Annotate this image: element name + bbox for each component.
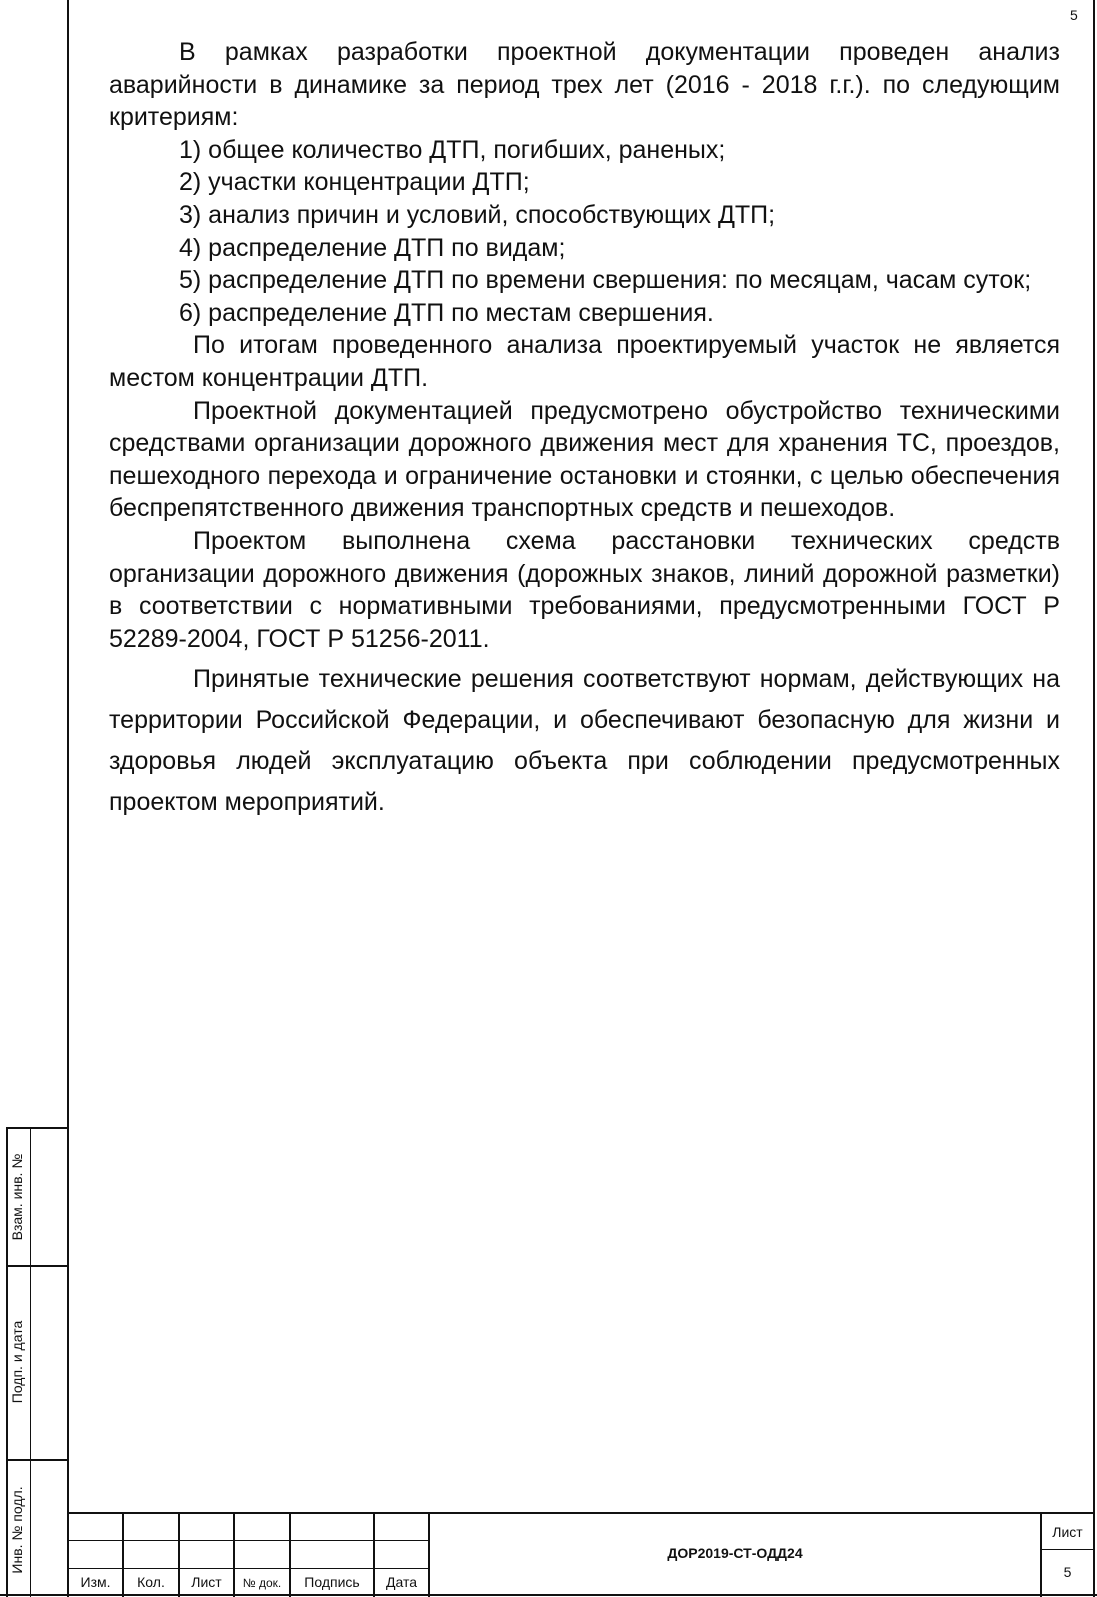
stamp-divider-2 — [6, 1459, 68, 1461]
frame-right-border — [1093, 0, 1095, 1597]
criteria-item-5: 5) распределение ДТП по времени свершения: по месяцам, часам суток; — [179, 266, 1032, 295]
stamp-inner-divider — [30, 1128, 31, 1597]
paragraph-project-documentation: Проектной документацией предусмотрено обустройство техническими средствами организации дорожного движения мест для хранения ТС, проездов, пешеходного перехода и ограничение остановки и стоянки, с целью обеспечения беспрепятственного движения транспортных средств и пешеходов. — [109, 396, 1060, 523]
paragraph-conclusion: Принятые технические решения соответствуют нормам, действующих на территории Российской Федерации, и обеспечивают безопасную для жизни и здоровья людей эксплуатацию объекта при соблюдении предусмотренных проектом мероприятий. — [109, 665, 1060, 817]
frame-left-border — [67, 0, 69, 1597]
document-code: ДОР2019-СТ-ОДД24 — [667, 1545, 803, 1561]
titleblock-header-data: Дата — [385, 1574, 417, 1590]
sheet-label: Лист — [1052, 1524, 1083, 1540]
sheet-number: 5 — [1063, 1564, 1072, 1580]
titleblock-header-list: Лист — [191, 1574, 222, 1590]
titleblock-header-ndok: № док. — [242, 1576, 282, 1590]
titleblock-sheet-divider — [1040, 1549, 1095, 1550]
criteria-item-3: 3) анализ причин и условий, способствующих ДТП; — [179, 200, 776, 229]
stamp-label-podp: Подп. и дата — [9, 1320, 25, 1404]
stamp-label-vzam: Взам. инв. № — [9, 1153, 25, 1241]
titleblock-top — [67, 1512, 1095, 1514]
criteria-item-4: 4) распределение ДТП по видам; — [179, 233, 566, 262]
page-number: 5 — [1070, 7, 1078, 23]
paragraph-scheme: Проектом выполнена схема расстановки технических средств организации дорожного движения (дорожных знаков, линий дорожной разметки) в соответствии с нормативными требованиями, предусмотренными ГОСТ Р 52289-2004, ГОСТ Р 51256-2011. — [109, 526, 1060, 653]
titleblock-header-podpis: Подпись — [304, 1574, 360, 1590]
criteria-item-1: 1) общее количество ДТП, погибших, раненых; — [179, 135, 726, 164]
frame-bottom-border — [0, 1594, 1097, 1596]
stamp-outer-left — [6, 1128, 8, 1597]
criteria-item-6: 6) распределение ДТП по местам свершения. — [179, 298, 714, 327]
titleblock-header-kol: Кол. — [137, 1574, 165, 1590]
titleblock-header-izm: Изм. — [80, 1574, 111, 1590]
paragraph-analysis-result: По итогам проведенного анализа проектируемый участок не является местом концентрации ДТП. — [109, 331, 1060, 392]
stamp-top — [6, 1127, 68, 1129]
stamp-divider-1 — [6, 1265, 68, 1267]
document-body — [109, 36, 1060, 823]
stamp-label-inv: Инв. № подл. — [9, 1486, 25, 1574]
criteria-item-2: 2) участки концентрации ДТП; — [179, 168, 530, 197]
paragraph-intro: В рамках разработки проектной документации проведен анализ аварийности в динамике за период трех лет (2016 - 2018 г.г.). по следующим критериям: — [109, 38, 1060, 132]
